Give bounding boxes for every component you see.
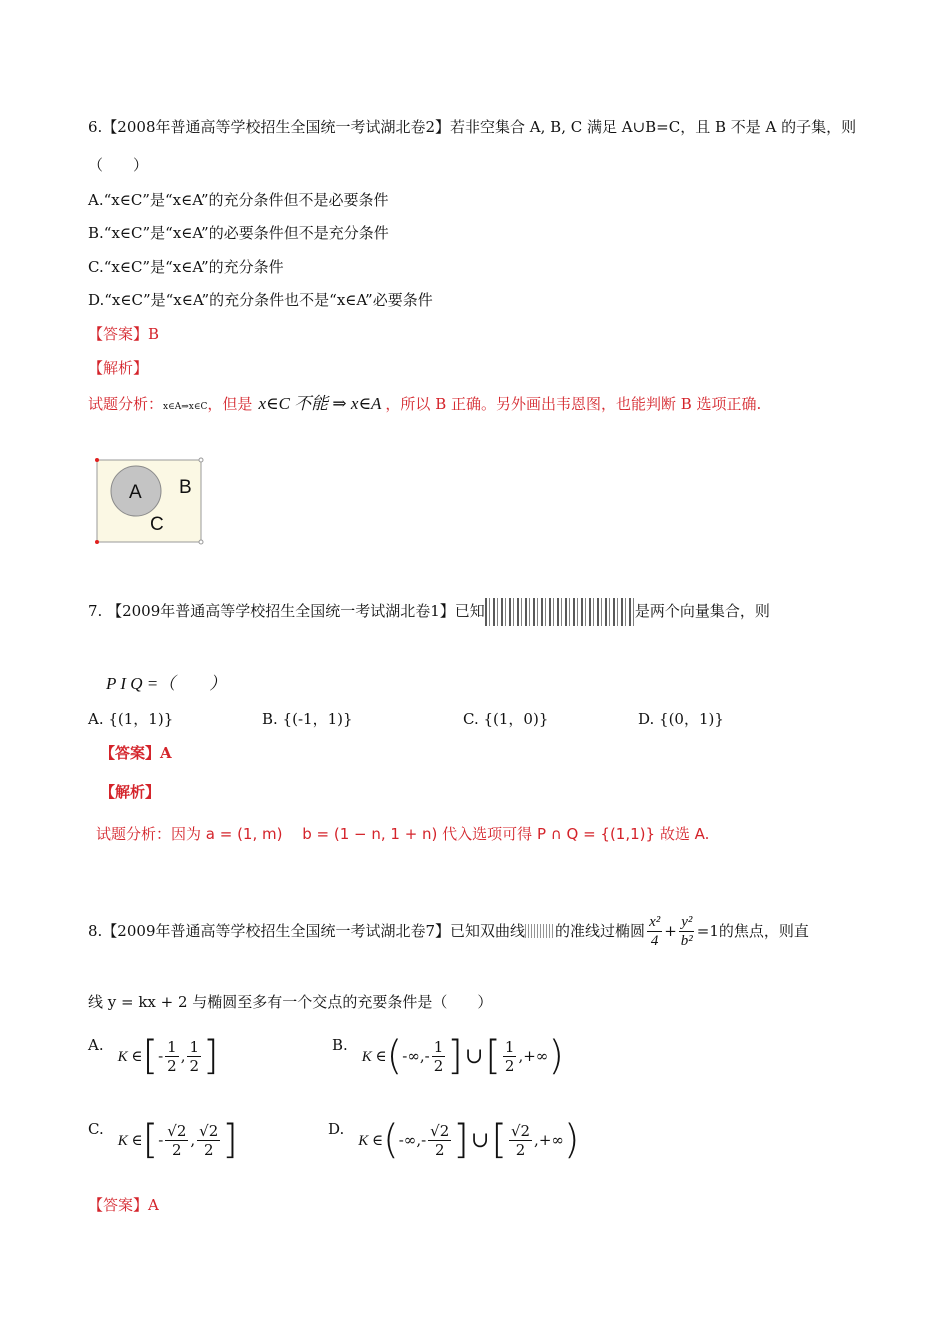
num: √2 [430, 1121, 450, 1140]
q7-set-definition-image [485, 598, 635, 626]
num: √2 [167, 1121, 187, 1140]
q6-option-a: A.“x∈C”是“x∈A”的充分条件但不是必要条件 [88, 191, 389, 209]
num: 1 [167, 1037, 177, 1056]
venn-handle-bl [95, 540, 99, 544]
q8-answer: 【答案】A [88, 1196, 159, 1214]
q8-option-a-label: A. [88, 1036, 104, 1054]
q6-option-d: D.“x∈C”是“x∈A”的充分条件也不是“x∈A”必要条件 [88, 291, 433, 309]
venn-handle-br [199, 540, 203, 544]
q6-analysis-math: x∈C 不能 ⇒ x∈A [258, 394, 382, 413]
q8-hyperbola-image [525, 924, 555, 938]
q8-y-den: b² [680, 932, 693, 949]
q8-option-a [88, 1033, 219, 1079]
q7-option-d: D. {(0，1)} [638, 710, 724, 728]
num: √2 [199, 1121, 219, 1140]
q8-stem-b: 的准线过椭圆 [555, 922, 646, 940]
q8-option-a-lbracket: [ [142, 1033, 159, 1079]
q8-option-c-comma: , [190, 1131, 196, 1149]
q8-stem-c: 的焦点，则直 [718, 922, 809, 940]
q8-option-b-lbracket2: [ [485, 1033, 501, 1079]
q8-option-b-label: B. [332, 1036, 348, 1054]
q8-option-c [88, 1117, 238, 1163]
q8-ellipse-x-term [647, 913, 662, 950]
q8-option-b-k: K ∈ [361, 1048, 387, 1065]
q8-y-num: y² [681, 913, 693, 930]
q8-x-num: x² [649, 913, 661, 930]
q8-option-d-union: ∪ [470, 1127, 490, 1153]
q6-option-c: C.“x∈C”是“x∈A”的充分条件 [88, 258, 284, 276]
num: √2 [510, 1121, 531, 1140]
q7-analysis: 试题分析：因为 a = (1, m) b = (1 − n, 1 + n) 代入选项可得 P ∩ Q = {(1,1)} 故选 A. [96, 825, 710, 843]
den: 2 [203, 1140, 214, 1159]
q6-venn-diagram [92, 455, 206, 547]
q8-option-b-rbracket1: ] [447, 1033, 463, 1079]
q7-stem-b: 是两个向量集合，则 [634, 602, 770, 620]
q7-option-b: B. {(-1，1)} [262, 710, 353, 728]
q8-option-d-posinf: +∞ [538, 1131, 564, 1149]
q8-option-a-frac1 [165, 1038, 179, 1075]
q8-option-a-k: K ∈ [117, 1048, 143, 1065]
q7-expression: P I Q =（ ） [106, 674, 227, 693]
venn-label-a: A [129, 482, 142, 503]
q6-stem: 6.【2008年普通高等学校招生全国统一考试湖北卷2】若非空集合 A, B, C 满足 A∪B=C，且 B 不是 A 的子集，则 [88, 118, 857, 136]
q8-option-d-minus: - [421, 1131, 427, 1149]
q8-option-b-union: ∪ [464, 1043, 484, 1069]
q8-option-c-label: C. [88, 1120, 104, 1138]
q8-option-b-lparen: ( [386, 1033, 403, 1079]
q8-line2: 线 y = kx + 2 与椭圆至多有一个交点的充要条件是（ ） [88, 993, 493, 1011]
q8-option-d-neginf: -∞ [398, 1131, 417, 1149]
q8-option-d-k: K ∈ [358, 1132, 384, 1149]
q6-analysis-label: 【解析】 [88, 359, 149, 377]
den: 2 [504, 1056, 515, 1075]
q8-option-b-frac1 [432, 1038, 446, 1075]
q8-ellipse-y-term [679, 913, 695, 950]
venn-label-c: C [150, 514, 164, 535]
q8-option-a-rbracket: ] [203, 1033, 219, 1079]
q8-plus: + [664, 922, 677, 940]
q8-option-b [332, 1033, 564, 1079]
q8-stem [88, 908, 809, 954]
q8-option-d-comma2: , [534, 1131, 539, 1149]
q7-analysis-label: 【解析】 [100, 783, 161, 801]
q8-option-c-frac2 [197, 1122, 220, 1159]
venn-handle-tr [199, 458, 203, 462]
q8-rhs: =1 [696, 922, 719, 940]
q6-analysis-suffix: ，所以 B 正确。另外画出韦恩图，也能判断 B 选项正确. [385, 395, 762, 413]
q8-option-d [328, 1117, 580, 1163]
q8-option-c-lbracket: [ [142, 1117, 159, 1163]
q6-answer: 【答案】B [88, 325, 160, 343]
den: 2 [434, 1140, 445, 1159]
q8-option-d-label: D. [328, 1120, 345, 1138]
q8-option-c-frac1 [165, 1122, 188, 1159]
q8-option-a-frac2 [187, 1038, 201, 1075]
q8-option-d-frac1 [428, 1122, 451, 1159]
q8-option-d-comma1: , [416, 1131, 422, 1149]
q8-x-den: 4 [650, 932, 659, 949]
venn-handle-tl [95, 458, 99, 462]
q8-option-b-rparen: ) [548, 1033, 564, 1079]
num: 1 [189, 1037, 200, 1056]
q8-option-c-minus: - [158, 1131, 164, 1149]
q8-option-d-rbracket1: ] [453, 1117, 469, 1163]
q7-option-a: A. {(1，1)} [88, 710, 174, 728]
q8-option-b-minus: - [424, 1047, 430, 1065]
q8-option-b-frac2 [503, 1038, 517, 1075]
q8-option-d-rparen: ) [563, 1117, 580, 1163]
q8-option-c-rbracket: ] [222, 1117, 238, 1163]
q8-option-b-comma2: , [518, 1047, 524, 1065]
q8-option-b-neginf: -∞ [402, 1047, 420, 1065]
q6-analysis-tiny: x∈A⇒x∈C [163, 402, 208, 412]
q6-paren: （ ） [88, 156, 149, 174]
den: 2 [172, 1140, 182, 1159]
q6-analysis [88, 394, 761, 417]
den: 2 [189, 1056, 200, 1075]
venn-label-b: B [179, 477, 192, 498]
q8-option-d-lbracket2: [ [491, 1117, 507, 1163]
den: 2 [433, 1056, 444, 1075]
num: 1 [433, 1037, 444, 1056]
q6-analysis-prefix: 试题分析： [88, 395, 164, 413]
q8-option-a-minus: - [158, 1047, 164, 1065]
q8-option-b-posinf: +∞ [523, 1047, 549, 1065]
q7-answer: 【答案】A [100, 744, 172, 762]
num: 1 [504, 1037, 515, 1056]
q7-stem [88, 598, 770, 626]
q8-option-d-frac2 [509, 1122, 532, 1159]
q8-option-d-lparen: ( [383, 1117, 399, 1163]
q8-stem-a: 8.【2009年普通高等学校招生全国统一考试湖北卷7】已知双曲线 [88, 922, 526, 940]
q6-option-b: B.“x∈C”是“x∈A”的必要条件但不是充分条件 [88, 224, 389, 242]
den: 2 [167, 1056, 177, 1075]
q8-option-a-comma: , [180, 1047, 186, 1065]
q7-stem-a: 7. 【2009年普通高等学校招生全国统一考试湖北卷1】已知 [88, 602, 485, 620]
q7-option-c: C. {(1，0)} [463, 710, 549, 728]
q8-option-c-k: K ∈ [117, 1132, 143, 1149]
den: 2 [515, 1140, 526, 1159]
q8-option-b-comma1: , [419, 1047, 425, 1065]
q6-analysis-mid: ，但是 [207, 395, 253, 413]
